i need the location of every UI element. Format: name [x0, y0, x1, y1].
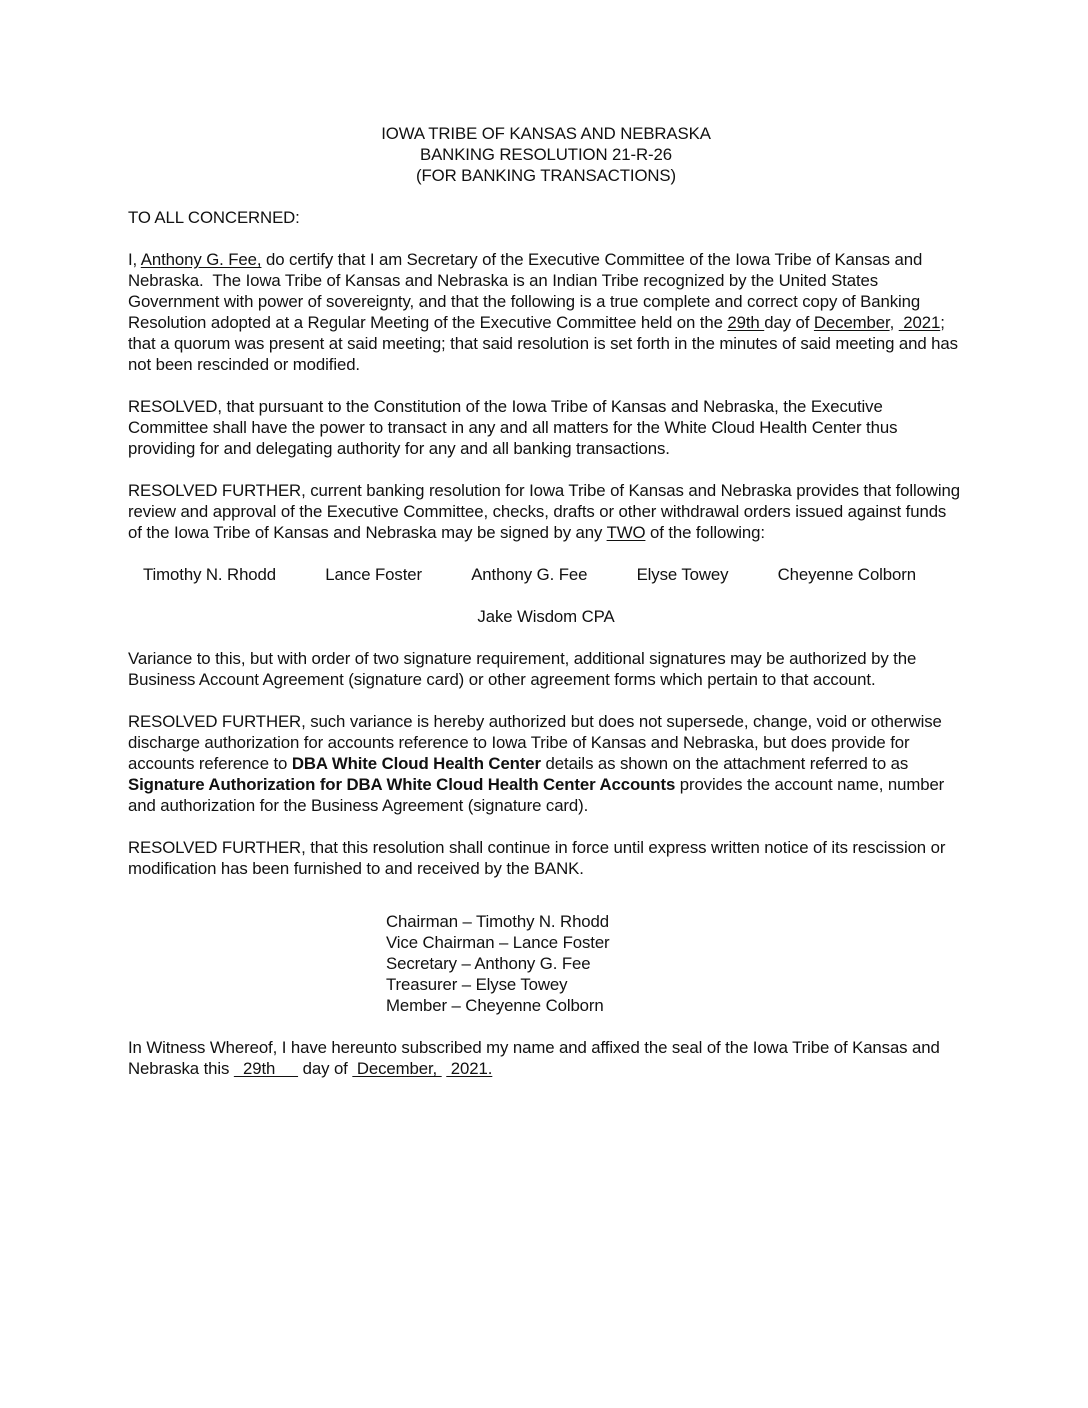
text-run: of the following: [645, 523, 765, 542]
officer-line-secretary: Secretary – Anthony G. Fee [386, 954, 591, 973]
text-run-bold-dba: DBA White Cloud Health Center [291, 754, 541, 773]
text-run-underlined-name: Anthony G. Fee, [140, 250, 262, 269]
paragraph-resolved-continuation: RESOLVED FURTHER, that this resolution shall continue in force until express written notice of its rescission or modification has been furnished to and received by the BANK. [128, 838, 946, 878]
text-run-underlined-day: 29th [727, 313, 765, 332]
authorized-signers-row [128, 564, 964, 585]
officers-list [386, 911, 964, 1016]
title-line-resolution-number: BANKING RESOLUTION 21-R-26 [420, 145, 672, 164]
paragraph-resolved-constitution: RESOLVED, that pursuant to the Constitution of the Iowa Tribe of Kansas and Nebraska, the Executive Committee shall have the power to transact in any and all matters for the White Cloud Health Center thus providing for and delegating authority for any and all banking transactions. [128, 397, 898, 458]
text-run: provides the account name, number and authorization for the Business Agreement (signature card). [128, 775, 945, 815]
signer-name: Elyse Towey [636, 565, 729, 584]
paragraph-resolved-signatories [128, 480, 964, 543]
text-run: do certify that I am Secretary of the Executive Committee of the Iowa Tribe of Kansas and Nebraska. The Iowa Tribe of Kansas and Nebraska is an Indian Tribe recognized by the United States Government with power of sovereignty, and that the following is a true complete and correct copy of Banking Resolution adopted at a Regular Meeting of the Executive Committee held on the [128, 250, 923, 332]
paragraph-certification [128, 249, 964, 375]
text-run: details as shown on the attachment referred to as [540, 754, 909, 773]
signer-name-cpa: Jake Wisdom CPA [477, 607, 615, 626]
text-run: RESOLVED FURTHER, such variance is hereby authorized but does not supersede, change, void or otherwise discharge authorization for accounts reference to Iowa Tribe of Kansas and Nebraska, but does provide for accounts reference to [128, 712, 942, 773]
signer-name: Timothy N. Rhodd [143, 565, 277, 584]
text-run-underlined-two: TWO [606, 523, 646, 542]
signer-name: Lance Foster [325, 565, 422, 584]
text-run: ; that a quorum was present at said meeting; that said resolution is set forth in the minutes of said meeting and has not been rescinded or modified. [128, 313, 958, 374]
officer-line-treasurer: Treasurer – Elyse Towey [386, 975, 568, 994]
officer-line-vice-chairman: Vice Chairman – Lance Foster [386, 933, 610, 952]
text-run-underlined-day-blank: 29th [233, 1059, 299, 1078]
officer-line-member: Member – Cheyenne Colborn [386, 996, 604, 1015]
signer-name: Cheyenne Colborn [777, 565, 916, 584]
text-run: , [889, 313, 899, 332]
paragraph-resolved-variance-authorization [128, 711, 964, 816]
salutation: TO ALL CONCERNED: [128, 208, 300, 227]
text-run: day of [298, 1059, 353, 1078]
signer-name: Anthony G. Fee [471, 565, 588, 584]
text-run: I, [128, 250, 141, 269]
text-run-underlined-year-blank: 2021. [446, 1059, 493, 1078]
officer-line-chairman: Chairman – Timothy N. Rhodd [386, 912, 610, 931]
text-run-underlined-month: December [813, 313, 890, 332]
text-run-underlined-month-blank: December, [352, 1059, 442, 1078]
text-run: day of [764, 313, 814, 332]
text-run: RESOLVED FURTHER, current banking resolution for Iowa Tribe of Kansas and Nebraska provides that following review and approval of the Executive Committee, checks, drafts or other withdrawal orders issued against funds of the Iowa Tribe of Kansas and Nebraska may be signed by any [128, 481, 960, 542]
text-run-underlined-year: 2021 [898, 313, 941, 332]
paragraph-witness-closing [128, 1037, 964, 1079]
text-run: In Witness Whereof, I have hereunto subscribed my name and affixed the seal of the Iowa Tribe of Kansas and Nebraska this [128, 1038, 940, 1078]
title-line-purpose: (FOR BANKING TRANSACTIONS) [415, 166, 677, 185]
title-line-org: IOWA TRIBE OF KANSAS AND NEBRASKA [381, 124, 711, 143]
text-run-bold-signature-authorization: Signature Authorization for DBA White Cloud Health Center Accounts [128, 775, 676, 794]
paragraph-variance: Variance to this, but with order of two signature requirement, additional signatures may be authorized by the Business Account Agreement (signature card) or other agreement forms which pertain to that account. [128, 649, 917, 689]
document-title-block [128, 123, 964, 186]
